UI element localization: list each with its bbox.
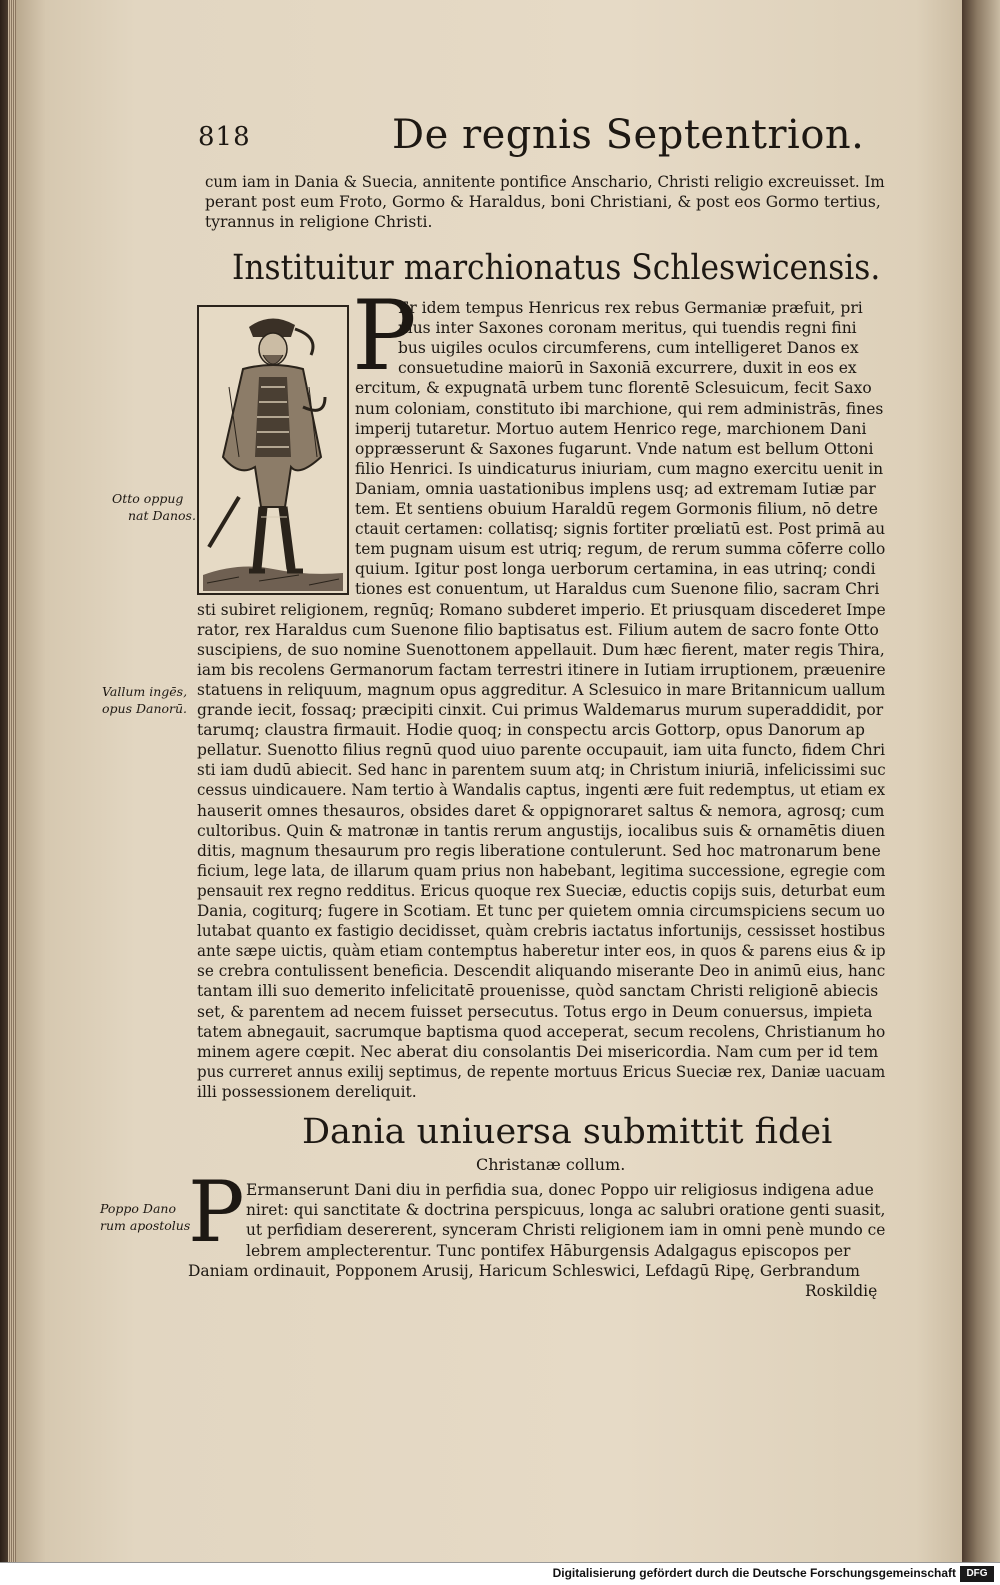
text-line: ctauit certamen: collatisq; signis fortiter prœliatū est. Post primā au — [355, 520, 886, 539]
drop-capital: P — [352, 280, 417, 392]
text-line: Daniam, omnia uastationibus implens usq; ad extremam Iutiæ par — [355, 479, 876, 498]
footer-credit: Digitalisierung gefördert durch die Deutsche Forschungsgemeinschaft — [552, 1566, 956, 1580]
text-line: suscipiens, de suo nomine Suenottonem appellauit. Dum hæc fierent, mater regis Thira, — [197, 640, 885, 659]
text-line: ercitum, & expugnatā urbem tunc florentē Sclesuicum, fecit Saxo — [355, 379, 872, 398]
marginal-note: rum apostolus — [100, 1218, 191, 1233]
text-line: tem. Et sentiens obuium Haraldū regem Gormonis filium, nō detre — [355, 500, 878, 518]
text-line: pus curreret annus exilij septimus, de repente mortuus Ericus Sueciæ rex, Daniæ uacuam — [197, 1062, 886, 1081]
text-line: ut perfidiam desererent, synceram Christi religionem iam in omni penè mundo ce — [246, 1221, 886, 1240]
catchword: Roskildię — [805, 1282, 878, 1300]
text-line: cum iam in Dania & Suecia, annitente pontifice Anschario, Christi religio excreuisset. Im — [205, 173, 885, 191]
text-line: oppræsserunt & Saxones fugarunt. Vnde natum est bellum Ottoni — [355, 439, 874, 458]
text-line: num coloniam, constituto ibi marchione, qui rem administrās, fines — [355, 399, 884, 418]
text-line: Daniam ordinauit, Popponem Arusij, Haricum Schleswici, Lefdagū Ripę, Gerbrandum — [188, 1261, 860, 1280]
text-line: Dania, cogiturq; fugere in Scotiam. Et tunc per quietem omnia circumspiciens secum uo — [197, 902, 885, 920]
text-line: cultoribus. Quin & matronæ in tantis rerum angustijs, iocalibus suis & ornamētis diuen — [197, 821, 886, 840]
text-line: hauserit omnes thesauros, obsides daret & oppignoraret saltus & nemora, agrosq; cum — [197, 801, 885, 820]
text-line: tantam illi suo demerito infelicitatē prouenisse, quòd sanctam Christi religionē abiecis — [197, 982, 879, 1001]
section-title: Instituitur marchionatus Schleswicensis. — [232, 248, 881, 288]
text-line: tiones est conuentum, ut Haraldus cum Suenone filio, sacram Chri — [355, 580, 880, 599]
text-line: set, & parentem ad necem fuisset persecutus. Totus ergo in Deum conuersus, impieta — [197, 1002, 873, 1021]
text-line: rator, rex Haraldus cum Suenone filio baptisatus est. Filium autem de sacro fonte Otto — [197, 620, 879, 639]
text-line: ditis, magnum thesaurum pro regis liberatione contulerunt. Sed hoc matronarum bene — [197, 841, 881, 860]
section-title: Dania uniuersa submittit fidei — [302, 1112, 833, 1152]
text-line: niret: qui sanctitate & doctrina perspicuus, longa ac salubri oratione genti suasit, — [246, 1201, 886, 1220]
text-line: illi possessionem dereliquit. — [197, 1082, 417, 1101]
marginal-note: Poppo Dano — [100, 1201, 176, 1216]
text-line: filio Henrici. Is uindicaturus iniuriam, cum magno exercitu uenit in — [355, 459, 884, 478]
section-subtitle: Christanæ collum. — [476, 1155, 626, 1174]
text-line: tyrannus in religione Christi. — [205, 213, 433, 231]
marginal-note: Otto oppug — [112, 491, 184, 506]
text-line: Er idem tempus Henricus rex rebus Germaniæ præfuit, pri — [398, 299, 863, 317]
text-line: Ermanserunt Dani diu in perfidia sua, donec Poppo uir religiosus indigena adue — [246, 1181, 874, 1199]
text-line: sti iam dudū abiecit. Sed hanc in parentem suum atq; in Christum iniuriā, infelicissimi suc — [197, 761, 886, 780]
text-line: perant post eum Froto, Gormo & Haraldus, boni Christiani, & post eos Gormo tertius, — [205, 193, 881, 211]
text-line: tarumq; claustra firmauit. Hodie quoq; in conspectu arcis Gottorp, opus Danorum ap — [197, 721, 865, 740]
text-line: quium. Igitur post longa uerborum certamina, in eas utrinq; condi — [355, 560, 876, 579]
text-line: sti subiret religionem, regnūq; Romano subderet imperio. Et priusquam discederet Impe — [197, 600, 886, 619]
text-line: se crebra contulissent beneficia. Descendit aliquando miserante Deo in animū eius, hanc — [197, 962, 886, 981]
text-line: cessus uindicauere. Nam tertio à Wandalis captus, ingenti ære fuit redemptus, ut etiam ex — [197, 781, 886, 800]
dfg-logo: DFG — [960, 1566, 994, 1582]
marginal-note: nat Danos. — [128, 508, 196, 523]
woodcut-figure-image — [199, 307, 347, 593]
right-gutter — [962, 0, 1000, 1562]
text-line: lutabat quanto ex fastigio decidisset, quàm crebris iactatus infortunijs, cessisset hostibus — [197, 922, 886, 941]
marginal-note: Vallum ingēs, — [102, 684, 188, 699]
text-line: iam bis recolens Germanorum factam terrestri itinere in Iutiam irruptionem, præuenire — [197, 660, 886, 679]
text-line: minem agere cœpit. Nec aberat diu consolantis Dei misericordia. Nam cum per id tem — [197, 1042, 879, 1061]
text-line: imperij tutaretur. Mortuo autem Henrico rege, marchionem Dani — [355, 419, 867, 438]
text-line: ficium, lege lata, de illarum quam prius non habebant, legitima successione, egregie com — [197, 861, 886, 880]
page-number: 818 — [198, 122, 251, 152]
text-line: mus inter Saxones coronam meritus, qui tuendis regni fini — [398, 319, 857, 338]
footer-bar — [0, 1562, 1000, 1585]
text-line: ante sæpe uictis, quàm etiam contemptus haberetur inter eos, in quos & parens eius & ip — [197, 942, 886, 961]
text-line: tem pugnam uisum est utriq; regum, de rerum summa cōferre collo — [355, 540, 886, 559]
page-stack-edge — [8, 0, 16, 1585]
text-line: consuetudine maiorū in Saxoniā excurrere, duxit in eos ex — [398, 359, 857, 378]
drop-capital: P — [188, 1163, 245, 1261]
running-head: De regnis Septentrion. — [392, 112, 865, 158]
text-line: lebrem amplecterentur. Tunc pontifex Hāburgensis Adalgagus episcopos per — [246, 1241, 851, 1260]
woodcut-illustration — [197, 305, 349, 595]
text-line: pensauit rex regno redditus. Ericus quoque rex Sueciæ, eductis copijs suis, deturbat eum — [197, 881, 886, 900]
text-line: pellatur. Suenotto filius regnū quod uiuo parente occupauit, iam uita functo, fidem Chri — [197, 741, 886, 760]
text-line: bus uigiles oculos circumferens, cum intelligeret Danos ex — [398, 339, 859, 358]
marginal-note: opus Danorū. — [102, 701, 188, 716]
text-line: statuens in reliquum, magnum opus aggreditur. A Sclesuico in mare Britannicum uallum — [197, 680, 886, 699]
text-line: grande iecit, fossaq; præcipiti cinxit. Cui primus Waldemarus murum superaddidit, por — [197, 701, 884, 719]
text-line: tatem abnegauit, sacrumque baptisma quod acceperat, secum recolens, Christianum ho — [197, 1022, 886, 1041]
